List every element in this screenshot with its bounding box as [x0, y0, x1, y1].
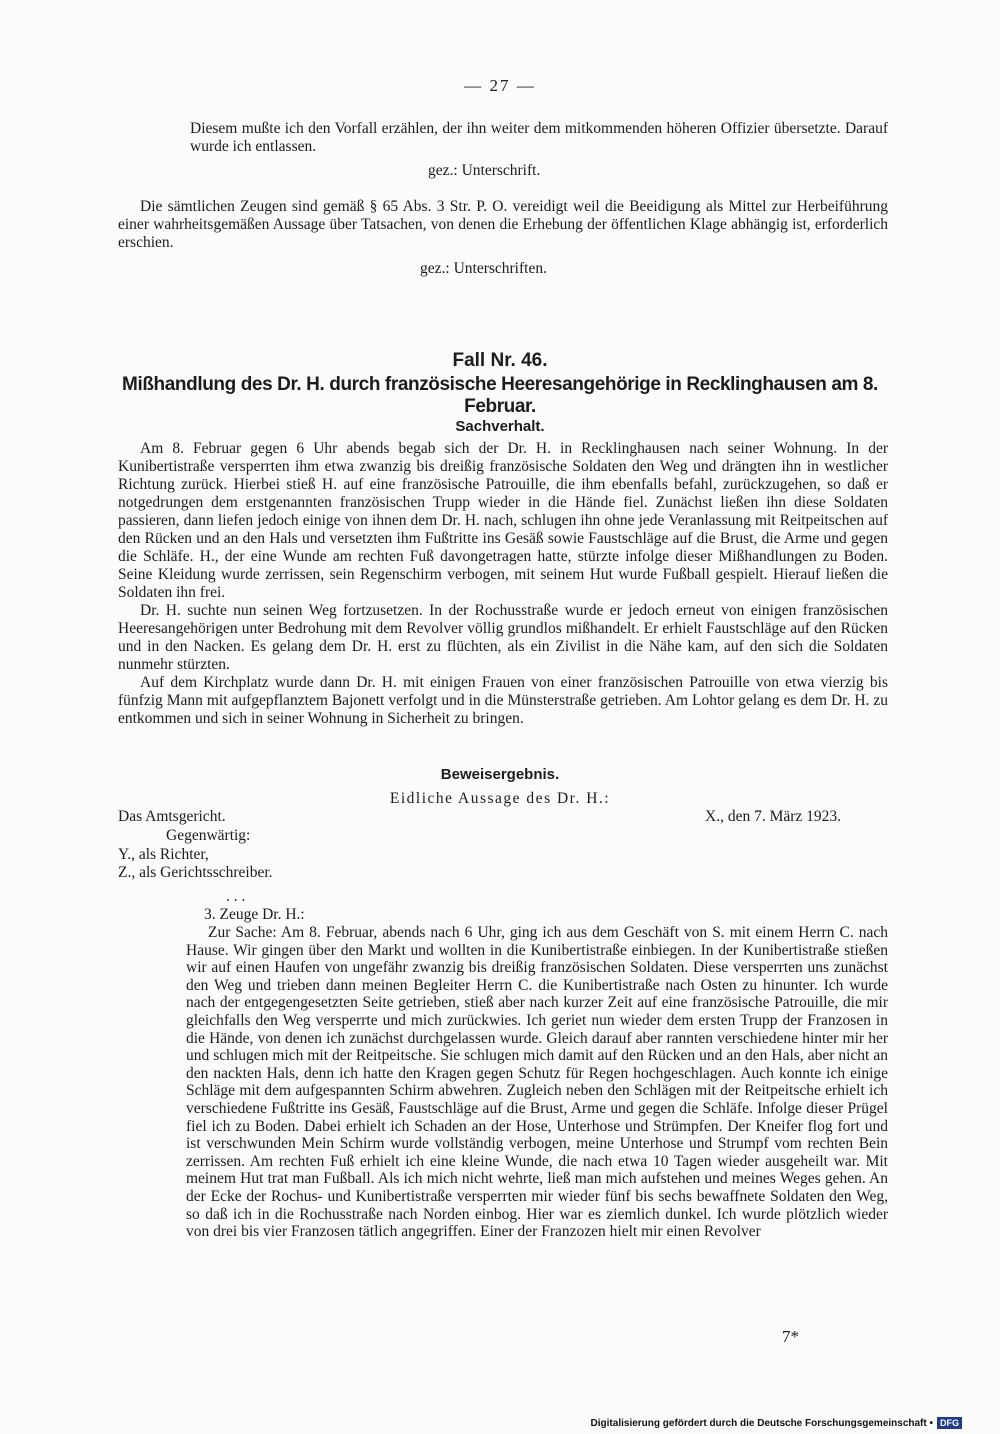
- footer: [591, 1417, 962, 1429]
- top-paragraph: Diesem mußte ich den Vorfall erzählen, der ihn weiter dem mitkommenden höheren Offizier übersetzte. Darauf wurde ich entlassen.: [190, 120, 888, 155]
- present-label: Gegenwärtig:: [166, 827, 251, 844]
- witness-label: 3. Zeuge Dr. H.:: [204, 906, 305, 923]
- facts-section: [118, 440, 888, 728]
- testimony-heading: Eidliche Aussage des Dr. H.:: [389, 790, 611, 807]
- dfg-logo-icon: DFG: [937, 1417, 962, 1429]
- signature-1: gez.: Unterschrift.: [428, 162, 541, 179]
- facts-paragraph-1: Am 8. Februar gegen 6 Uhr abends begab sich der Dr. H. in Recklinghausen nach seiner Wohnung. In der Kunibertistraße versperrten ihm etwa zwanzig bis dreißig französische Soldaten den Weg und drängten ihn in westlicher Richtung zurück. Hierbei stieß H. auf eine französische Patrouille, die ihm ebenfalls befahl, zurückzugehen, so daß er notgedrungen dem erstgenannten französischen Trupp wieder in die Hände fiel. Zunächst ließen ihn diese Soldaten passieren, dann liefen jedoch einige von ihnen dem Dr. H. nach, schlugen ihn ohne jede Veranlassung mit Reitpeitschen auf den Rücken und an den Hals und versetzten ihm Fußtritte ins Gesäß sowie Faustschläge auf die Brust, die Arme und gegen die Schläfe. H., der eine Wunde am rechten Fuß davongetragen hatte, stürzte infolge dieser Mißhandlungen zu Boden. Seine Kleidung wurde zerrissen, sein Regenschirm verbogen, mit seinem Hut wurde Fußball gespielt. Hierauf ließen die Soldaten ihn frei.: [118, 440, 888, 601]
- court-name: Das Amtsgericht.: [118, 808, 226, 825]
- witness-paragraph: Die sämtlichen Zeugen sind gemäß § 65 Abs. 3 Str. P. O. vereidigt weil die Beeidigung als Mittel zur Herbeiführung einer wahrheitsgemäßen Aussage über Tatsachen, von denen die Erhebung der öffentlichen Klage abhängig ist, erforderlich erschien.: [118, 198, 888, 251]
- facts-heading: Sachverhalt.: [455, 418, 545, 435]
- ellipsis: . . .: [226, 888, 246, 905]
- facts-paragraph-3: Auf dem Kirchplatz wurde dann Dr. H. mit einigen Frauen von einer französischen Patrouille von etwa vierzig bis fünfzig Mann mit aufgepflanztem Bajonett verfolgt und in die Münsterstraße getrieben. Am Lohtor gelang es dem Dr. H. zu entkommen und sich in seiner Wohnung in Sicherheit zu bringen.: [118, 674, 888, 727]
- case-title: Mißhandlung des Dr. H. durch französische Heeresangehörige in Recklinghausen am 8. Februar.: [122, 374, 878, 417]
- place-date: X., den 7. März 1923.: [705, 808, 842, 825]
- facts-paragraph-2: Dr. H. suchte nun seinen Weg fortzusetzen. In der Rochusstraße wurde er jedoch erneut von einigen französischen Heeresangehörigen unter Bedrohung mit dem Revolver völlig grundlos mißhandelt. Er erhielt Faustschläge auf den Rücken und in den Nacken. Es gelang dem Dr. H. erst zu flüchten, als ein Zivilist in die Nähe kam, auf den sich die Soldaten nunmehr stürzten.: [118, 602, 888, 673]
- testimony-text: Zur Sache: Am 8. Februar, abends nach 6 Uhr, ging ich aus dem Geschäft von S. mit einem Herrn C. nach Hause. Wir gingen über den Markt und wollten in die Kunibertistraße einbiegen. In der Kunibertistraße stießen wir auf einen Haufen von ungefähr zwanzig bis dreißig französischen Soldaten. Diese versperrten uns zunächst den Weg und trieben dann meinen Begleiter Herrn C. die Kunibertistraße nach Osten zu hinunter. Ich wurde nach der entgegengesetzten Seite getrieben, stieß aber nach kurzer Zeit auf eine französische Patrouille, die mir gleichfalls den Weg versperrte und mich zurückwies. Ich geriet nun wieder dem ersten Trupp der Franzosen in die Hände, von denen ich zunächst durchgelassen wurde. Gleich darauf aber rannten verschiedene hinter mir her und schlugen mich mit der Reitpeitsche. Sie schlugen mich damit auf den Rücken und an den Hals, aber nicht an den nackten Hals, denn ich hatte den Kragen gegen Schutz für Regen hochgeschlagen. Auch konnte ich einige Schläge mit dem aufgespannten Schirm abwehren. Zugleich neben den Schlägen mit der Reitpeitsche erhielt ich verschiedene Fußtritte ins Gesäß, Faustschläge auf die Brust, Arme und gegen die Schläfe. Infolge dieser Prügel fiel ich zu Boden. Dabei erhielt ich Schaden an der Hose, Unterhose und Strümpfen. Der Kneifer flog fort und ist verschwunden Mein Schirm wurde vollständig verbogen, meine Unterhose und Strumpf vom rechten Bein zerrissen. Am rechten Fuß erhielt ich eine kleine Wunde, die nach etwa 10 Tagen wieder ausgeheilt war. Mit meinem Hut trat man Fußball. Als ich mich nicht wehrte, ließ man mich aufstehen und meines Weges gehen. An der Ecke der Rochus- und Kunibertistraße versperrten mir wieder fünf bis sechs bewaffnete Soldaten den Weg, so daß ich in die Rochusstraße nach Norden einbog. Hier war es ziemlich dunkel. Ich wurde plötzlich wieder von drei bis vier Franzosen tätlich angegriffen. Einer der Franzozen hielt mir einen Revolver: [186, 924, 888, 1241]
- evidence-heading: Beweisergebnis.: [440, 766, 560, 783]
- clerk-line: Z., als Gerichtsschreiber.: [118, 864, 273, 881]
- case-number: Fall Nr. 46.: [452, 350, 548, 371]
- page-number: — 27 —: [464, 76, 536, 95]
- signature-2: gez.: Unterschriften.: [420, 260, 547, 277]
- footer-text: Digitalisierung gefördert durch die Deutsche Forschungsgemeinschaft •: [590, 1417, 933, 1429]
- signature-mark: 7*: [782, 1327, 799, 1346]
- judge-line: Y., als Richter,: [118, 846, 209, 863]
